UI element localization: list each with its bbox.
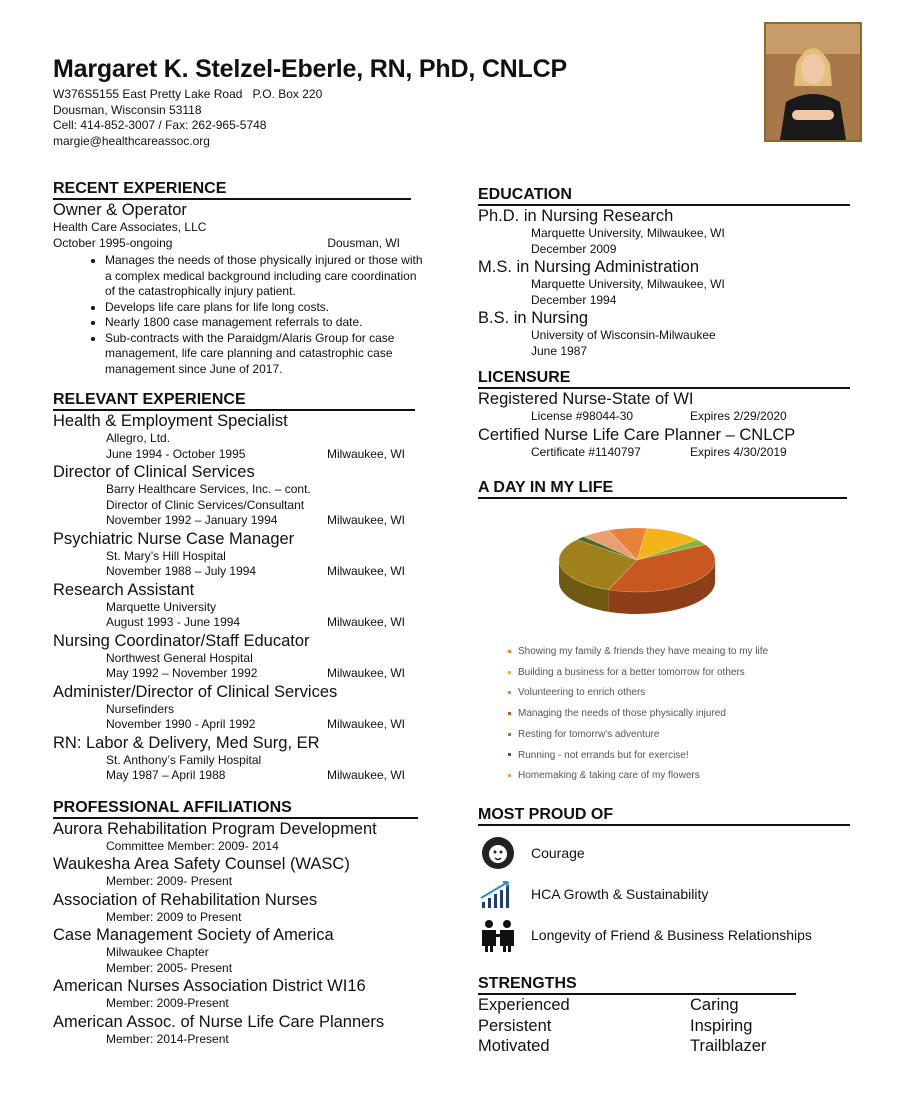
license-number: License #98044-30: [531, 409, 634, 423]
job-title: Psychiatric Nurse Case Manager: [53, 529, 295, 548]
education-entry: [478, 206, 850, 257]
affiliation-line: Member: 2009 to Present: [106, 909, 242, 924]
legend-item: [508, 746, 838, 767]
license-expires: Expires 2/29/2020: [690, 409, 787, 423]
job-entry: [53, 631, 425, 682]
affiliation-line: Member: 2005- Present: [106, 960, 233, 975]
job-entry: [53, 411, 425, 462]
job-dates: May 1987 – April 1988: [106, 768, 226, 782]
recent-title: Owner & Operator: [53, 201, 187, 219]
legend-label: Volunteering to enrich others: [518, 687, 646, 699]
job-location: Milwaukee, WI: [326, 768, 405, 782]
degree-date: June 1987: [531, 343, 588, 358]
strengths-grid: [478, 995, 798, 1057]
job-dates: August 1993 - June 1994: [106, 615, 241, 629]
license-entry: [478, 425, 850, 461]
job-entry: [53, 682, 425, 733]
list-item: • Sub-contracts with the Paraidgm/Alaris Group for case management, life care planning and catastrophic case management since June of 2017.: [105, 331, 425, 378]
strength-item: Motivated: [478, 1037, 550, 1055]
strength-item: Trailblazer: [690, 1037, 767, 1055]
job-dates: May 1992 – November 1992: [106, 666, 258, 680]
affiliation-entry: [53, 976, 425, 1012]
job-date-row: [53, 717, 405, 733]
job-line: Marquette University: [106, 599, 217, 614]
affiliation-entry: [53, 854, 425, 890]
job-line: Director of Clinic Services/Consultant: [106, 497, 305, 512]
job-title: Administer/Director of Clinical Services: [53, 682, 338, 701]
recent-date-row: [53, 236, 400, 252]
proud-item: [478, 835, 850, 871]
job-entry: [53, 580, 425, 631]
job-title: Health & Employment Specialist: [53, 412, 288, 430]
list-item: • Develops life care plans for life long costs.: [105, 300, 425, 316]
proud-label: HCA Growth & Sustainability: [531, 886, 709, 902]
proud-label: Courage: [531, 845, 585, 861]
recent-bullets: [53, 253, 425, 377]
strengths-heading: STRENGTHS: [478, 975, 796, 995]
license-row: [478, 445, 850, 461]
job-title: RN: Labor & Delivery, Med Surg, ER: [53, 733, 320, 752]
job-line: Northwest General Hospital: [106, 650, 253, 665]
legend-label: Building a business for a better tomorrow for others: [518, 666, 745, 678]
legend-item: [508, 704, 838, 725]
job-date-row: [53, 615, 405, 631]
legend-swatch: [508, 650, 511, 653]
job-location: Milwaukee, WI: [326, 717, 405, 731]
proud-item: [478, 917, 850, 953]
job-date-row: [53, 447, 405, 463]
lion-icon: [478, 835, 518, 871]
job-line: Barry Healthcare Services, Inc. – cont.: [106, 482, 311, 496]
recent-location: Dousman, WI: [327, 235, 400, 250]
affiliation-name: American Assoc. of Nurse Life Care Planners: [53, 1012, 385, 1031]
job-entry: [53, 733, 425, 784]
legend-swatch: [508, 753, 511, 756]
school: University of Wisconsin-Milwaukee: [531, 328, 716, 342]
address: W376S5155 East Pretty Lake Road P.O. Box 220: [53, 87, 323, 101]
strength-item: Experienced: [478, 996, 570, 1014]
strength-item: Inspiring: [690, 1016, 753, 1035]
proud-label: Longevity of Friend & Business Relationships: [531, 927, 812, 943]
license-name: Registered Nurse-State of WI: [478, 390, 694, 408]
email[interactable]: margie@healthcareassoc.org: [53, 133, 210, 148]
legend-item: [508, 725, 838, 746]
job-date-row: [53, 564, 405, 580]
affiliation-entry: [53, 819, 425, 855]
legend-label: Showing my family & friends they have meaing to my life: [518, 646, 769, 657]
legend-swatch: [508, 774, 511, 777]
phone: Cell: 414-852-3007 / Fax: 262-965-5748: [53, 118, 267, 132]
proud-item: [478, 876, 850, 912]
education-entry: [478, 308, 850, 359]
education-heading: EDUCATION: [478, 186, 850, 206]
day-pie-chart: [555, 520, 730, 625]
school: Marquette University, Milwaukee, WI: [531, 277, 725, 291]
legend-item: [508, 683, 838, 704]
degree: B.S. in Nursing: [478, 309, 589, 327]
job-location: Milwaukee, WI: [326, 564, 405, 578]
legend-item: [508, 663, 838, 684]
recent-experience-heading: RECENT EXPERIENCE: [53, 180, 411, 200]
affiliations-heading: PROFESSIONAL AFFILIATIONS: [53, 799, 418, 819]
school: Marquette University, Milwaukee, WI: [531, 226, 725, 240]
city: Dousman, Wisconsin 53118: [53, 102, 202, 117]
education-list: [478, 206, 850, 359]
licensure-heading: LICENSURE: [478, 369, 850, 389]
job-date-row: [53, 513, 405, 529]
affiliation-list: [53, 819, 425, 1048]
license-row: [478, 409, 850, 425]
job-title: Director of Clinical Services: [53, 463, 255, 481]
day-in-my-life-heading: A DAY IN MY LIFE: [478, 479, 847, 499]
affiliation-name: Association of Rehabilitation Nurses: [53, 890, 318, 909]
degree: Ph.D. in Nursing Research: [478, 207, 674, 225]
affiliation-name: Aurora Rehabilitation Program Development: [53, 819, 377, 838]
affiliation-line: Committee Member: 2009- 2014: [106, 838, 279, 853]
job-date-row: [53, 768, 405, 784]
legend-swatch: [508, 712, 511, 715]
strength-item: Caring: [690, 996, 739, 1014]
affiliation-entry: [53, 1012, 425, 1048]
list-item: • Nearly 1800 case management referrals to date.: [105, 315, 425, 331]
affiliation-line: Member: 2009-Present: [106, 996, 229, 1010]
affiliation-line: Member: 2009- Present: [106, 874, 233, 888]
legend-label: Running - not errands but for exercise!: [518, 749, 689, 761]
strength-item: Persistent: [478, 1016, 552, 1035]
job-entry: [53, 529, 425, 580]
legend-swatch: [508, 691, 511, 694]
job-dates: November 1992 – January 1994: [106, 513, 278, 527]
job-dates: November 1990 - April 1992: [106, 717, 256, 731]
job-location: Milwaukee, WI: [326, 446, 405, 461]
list-item: • Manages the needs of those physically injured or those with a complex medical background including care coordination of the catastrophically injury patient.: [105, 253, 425, 300]
affiliation-line: Milwaukee Chapter: [106, 945, 209, 959]
people-icon: [478, 917, 518, 953]
job-list: [53, 411, 425, 784]
degree-date: December 2009: [531, 241, 617, 256]
legend-label: Managing the needs of those physically injured: [518, 708, 726, 720]
license-name: Certified Nurse Life Care Planner – CNLCP: [478, 425, 796, 444]
degree-date: December 1994: [531, 292, 617, 307]
job-line: Nursefinders: [106, 701, 175, 716]
proud-heading: MOST PROUD OF: [478, 806, 850, 826]
job-dates: November 1988 – July 1994: [106, 564, 257, 578]
pie-legend: [508, 642, 838, 787]
legend-label: Resting for tomorrw's adventure: [518, 728, 660, 740]
profile-photo: [764, 22, 862, 142]
degree: M.S. in Nursing Administration: [478, 258, 700, 276]
affiliation-name: Case Management Society of America: [53, 926, 334, 944]
affiliation-name: American Nurses Association District WI16: [53, 977, 366, 995]
growth-chart-icon: [478, 876, 518, 912]
relevant-experience-heading: RELEVANT EXPERIENCE: [53, 391, 415, 411]
job-date-row: [53, 666, 405, 682]
job-dates: June 1994 - October 1995: [106, 446, 246, 461]
affiliation-name: Waukesha Area Safety Counsel (WASC): [53, 855, 350, 873]
affiliation-entry: [53, 890, 425, 926]
job-title: Research Assistant: [53, 580, 195, 599]
affiliation-entry: [53, 925, 425, 976]
job-line: St. Anthony’s Family Hospital: [106, 752, 262, 767]
legend-item: [508, 766, 838, 787]
licensure-list: [478, 389, 850, 460]
affiliation-line: Member: 2014-Present: [106, 1031, 229, 1046]
recent-company: Health Care Associates, LLC: [53, 220, 207, 234]
legend-swatch: [508, 733, 511, 736]
license-number: Certificate #1140797: [531, 444, 641, 459]
job-location: Milwaukee, WI: [326, 513, 405, 527]
job-line: St. Mary’s Hill Hospital: [106, 548, 226, 563]
license-entry: [478, 389, 850, 425]
recent-dates: October 1995-ongoing: [53, 235, 173, 250]
person-name: Margaret K. Stelzel-Eberle, RN, PhD, CNLCP: [53, 55, 567, 83]
job-entry: [53, 462, 425, 529]
job-location: Milwaukee, WI: [326, 666, 405, 680]
legend-swatch: [508, 671, 511, 674]
license-expires: Expires 4/30/2019: [690, 444, 787, 459]
job-location: Milwaukee, WI: [326, 615, 405, 629]
job-title: Nursing Coordinator/Staff Educator: [53, 631, 310, 650]
job-line: Allegro, Ltd.: [106, 431, 171, 445]
legend-label: Homemaking & taking care of my flowers: [518, 770, 700, 782]
education-entry: [478, 257, 850, 308]
legend-item: [508, 642, 838, 663]
header: [53, 55, 733, 149]
